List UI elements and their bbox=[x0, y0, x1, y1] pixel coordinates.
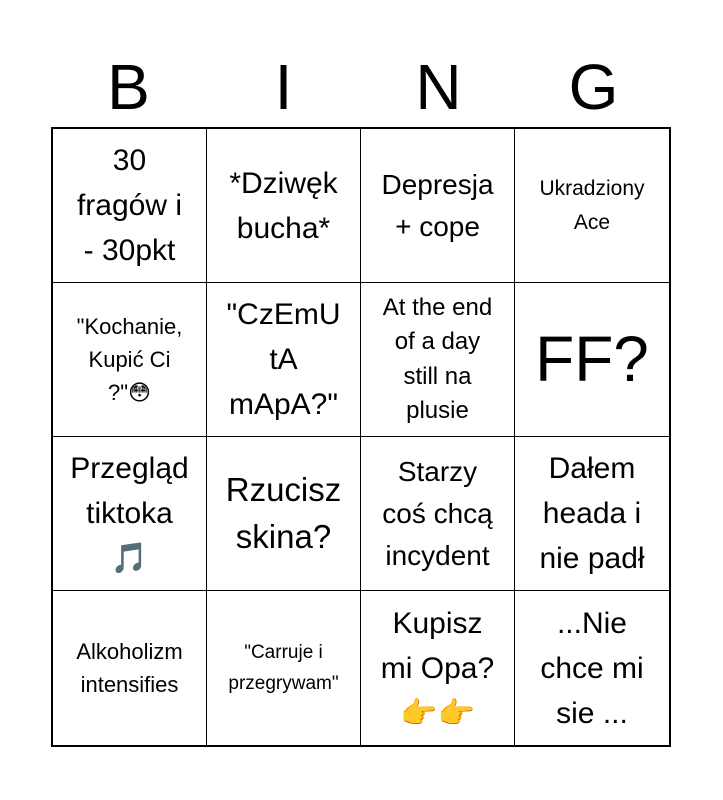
bingo-cell-text: "CzEmU tA mApA?" bbox=[226, 298, 341, 421]
bingo-cell-text: Rzucisz skina? bbox=[225, 470, 342, 555]
bingo-cell-text: "Kochanie, Kupić Ci ?"😳 bbox=[76, 314, 183, 405]
bingo-cell[interactable] bbox=[515, 283, 669, 437]
bingo-cell-text: Depresja + cope bbox=[381, 168, 494, 242]
bingo-cell[interactable] bbox=[207, 591, 361, 745]
bingo-cell-text: FF? bbox=[535, 323, 649, 396]
bingo-cell-text: Starzy coś chcą incydent bbox=[382, 455, 493, 571]
bingo-cell-text: ...Nie chce mi sie ... bbox=[540, 606, 644, 730]
bingo-cell-text: Dałem heada i nie padł bbox=[539, 452, 645, 575]
header-letter-n: N bbox=[415, 51, 462, 123]
bingo-cell[interactable] bbox=[53, 283, 207, 437]
bingo-cell[interactable] bbox=[53, 591, 207, 745]
bingo-cell[interactable] bbox=[515, 437, 669, 591]
bingo-cell-text: 30 fragów i - 30pkt bbox=[76, 144, 183, 267]
bingo-cell[interactable] bbox=[515, 129, 669, 283]
header-letter-i: I bbox=[274, 51, 293, 123]
bingo-cell[interactable] bbox=[361, 129, 515, 283]
bingo-cell[interactable] bbox=[207, 129, 361, 283]
bingo-header bbox=[51, 48, 671, 126]
bingo-cell-text: *Dziwęk bucha* bbox=[229, 166, 338, 245]
bingo-cell[interactable] bbox=[53, 437, 207, 591]
bingo-cell-text: Ukradziony Ace bbox=[539, 176, 645, 234]
bingo-cell[interactable] bbox=[207, 437, 361, 591]
header-letter-b: B bbox=[107, 51, 150, 123]
header-letter-g: G bbox=[568, 51, 619, 123]
bingo-cell-text: Kupisz mi Opa? 👉👉 bbox=[380, 606, 495, 730]
bingo-cell[interactable] bbox=[515, 591, 669, 745]
bingo-cell-text: Alkoholizm intensifies bbox=[76, 639, 183, 697]
bingo-cell-text: Przegląd tiktoka 🎵 bbox=[70, 452, 189, 575]
bingo-cell[interactable] bbox=[361, 591, 515, 745]
bingo-cell[interactable] bbox=[361, 437, 515, 591]
bingo-cell[interactable] bbox=[207, 283, 361, 437]
bingo-cell-text: At the end of a day still na plusie bbox=[382, 294, 493, 424]
bingo-cell-text: "Carruje i przegrywam" bbox=[228, 641, 339, 694]
bingo-cell[interactable] bbox=[53, 129, 207, 283]
bingo-card bbox=[51, 127, 671, 747]
bingo-cell[interactable] bbox=[361, 283, 515, 437]
